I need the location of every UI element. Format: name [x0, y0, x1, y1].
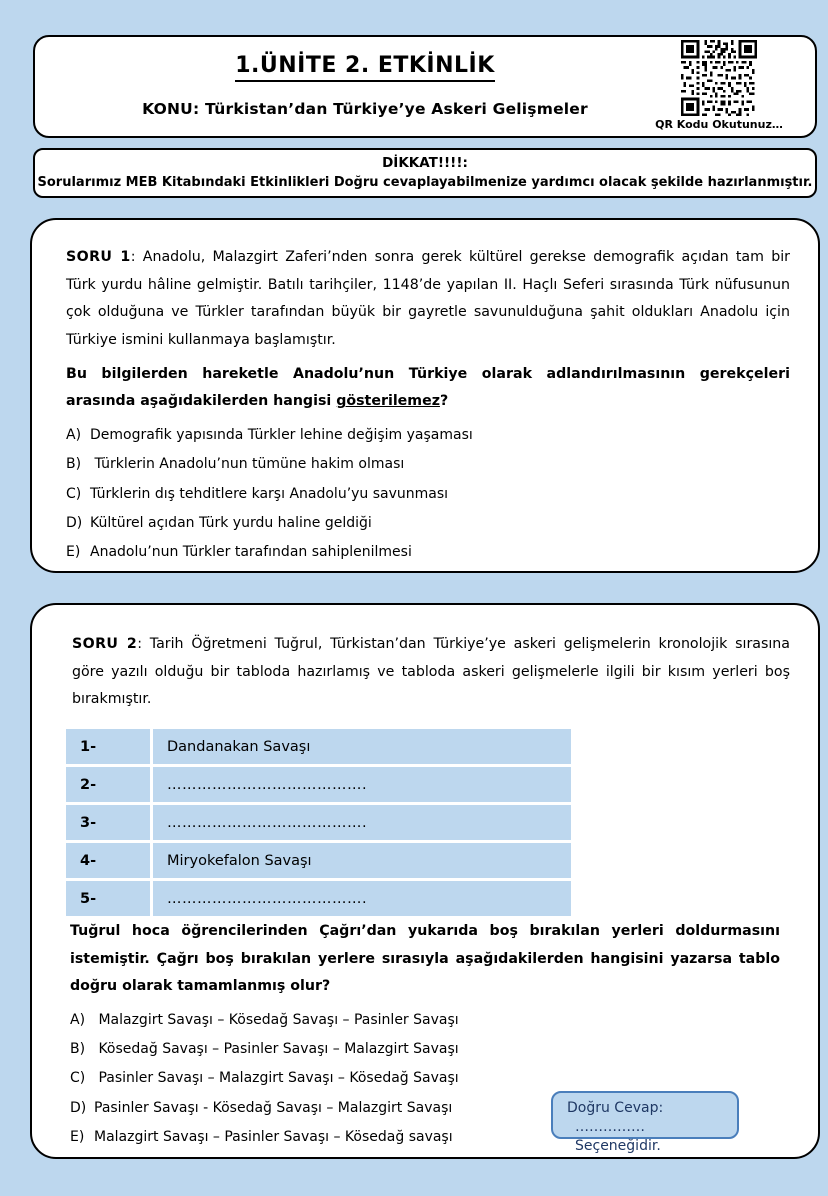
- option-a[interactable]: [66, 426, 790, 444]
- question-1-prompt-part1: Bu bilgilerden hareketle Anadolu’nun Türkiye olarak adlandırılmasının gerekçeleri arasında aşağıdakilerden hangisi: [66, 365, 790, 410]
- header-card: [33, 35, 817, 138]
- option-a-text: Malazgirt Savaşı – Kösedağ Savaşı – Pasinler Savaşı: [94, 1012, 459, 1029]
- option-b-text: Türklerin Anadolu’nun tümüne hakim olması: [90, 456, 405, 473]
- table-row[interactable]: [66, 843, 571, 881]
- option-d-text: Kültürel açıdan Türk yurdu haline geldiği: [90, 514, 372, 531]
- notice-card: [33, 148, 817, 198]
- option-e-text: Malazgirt Savaşı – Pasinler Savaşı – Kösedağ savaşı: [94, 1128, 453, 1145]
- table-row[interactable]: [66, 805, 571, 843]
- page-title: 1.ÜNİTE 2. ETKİNLİK: [235, 53, 495, 82]
- option-b[interactable]: [70, 1040, 780, 1058]
- option-e-key: E): [66, 543, 81, 560]
- notice-title: DİKKAT!!!!:: [382, 155, 468, 171]
- question-2-prompt: Tuğrul hoca öğrencilerinden Çağrı’dan yukarıda boş bırakılan yerleri doldurmasını istemiştir. Çağrı boş bırakılan yerlere sırasıyla aşağıdakilerden hangisini yazarsa tablo doğru olarak tamamlanmış olur?: [70, 923, 780, 995]
- question-2-answer-label: Doğru Cevap:: [567, 1100, 664, 1116]
- qr-code-icon[interactable]: [681, 40, 757, 116]
- table-row-4-number: 4-: [66, 843, 153, 881]
- title-container: [35, 53, 695, 82]
- option-b-key: B): [66, 456, 82, 473]
- qr-caption: QR Kodu Okutunuz…: [655, 118, 783, 131]
- question-2-body: [72, 631, 790, 714]
- option-d-key: D): [66, 514, 83, 531]
- table-row[interactable]: [66, 767, 571, 805]
- option-e-key: E): [70, 1128, 85, 1145]
- question-2-answer-dots: ……………: [575, 1118, 645, 1135]
- question-2-passage: [72, 631, 790, 714]
- question-1-label: SORU 1: [66, 249, 131, 265]
- table-row-4-value: Miryokefalon Savaşı: [153, 843, 571, 881]
- question-2-answer-value: [567, 1118, 725, 1156]
- question-2-answer-box[interactable]: [551, 1091, 739, 1154]
- table-row[interactable]: [66, 729, 571, 767]
- question-2-label-separator: :: [137, 636, 142, 652]
- question-1-label-separator: :: [130, 249, 136, 265]
- option-d-text: Pasinler Savaşı - Kösedağ Savaşı – Malazgirt Savaşı: [94, 1099, 453, 1116]
- option-c-key: C): [66, 485, 82, 502]
- question-2-label: SORU 2: [72, 636, 138, 652]
- table-row-2-value[interactable]: ………………………………….: [153, 767, 571, 805]
- table-row-1-number: 1-: [66, 729, 153, 767]
- table-row[interactable]: [66, 881, 571, 916]
- option-b-text: Kösedağ Savaşı – Pasinler Savaşı – Malazgirt Savaşı: [94, 1041, 459, 1058]
- subject-label: KONU: Türkistan’dan Türkiye’ye Askeri Gelişmeler: [142, 100, 588, 118]
- table-row-1-value: Dandanakan Savaşı: [153, 729, 571, 767]
- option-c[interactable]: [70, 1069, 780, 1087]
- option-b-key: B): [70, 1041, 86, 1058]
- option-b[interactable]: [66, 455, 790, 473]
- question-1-passage: [66, 244, 790, 355]
- question-1-prompt-part2: ?: [439, 393, 449, 410]
- option-a-text: Demografik yapısında Türkler lehine değişim yaşaması: [90, 427, 473, 444]
- option-c-text: Pasinler Savaşı – Malazgirt Savaşı – Kösedağ Savaşı: [94, 1070, 459, 1087]
- question-1-options: [66, 426, 790, 561]
- option-a[interactable]: [70, 1011, 780, 1029]
- chronology-table: [66, 729, 571, 916]
- option-e[interactable]: [66, 543, 790, 561]
- question-2-passage-text: Tarih Öğretmeni Tuğrul, Türkistan’dan Türkiye’ye askeri gelişmelerin kronolojik sırasına göre yazılı olduğu bir tabloda hazırlamış ve tabloda askeri gelişmelerle ilgili bir kısım yerleri boş bırakmıştır.: [72, 636, 790, 708]
- question-1-card: [30, 218, 820, 573]
- option-e-text: Anadolu’nun Türkler tarafından sahiplenilmesi: [90, 543, 412, 560]
- table-row-3-number: 3-: [66, 805, 153, 843]
- question-1-prompt: [66, 361, 790, 416]
- table-row-2-number: 2-: [66, 767, 153, 805]
- question-1-passage-text: Anadolu, Malazgirt Zaferi’nden sonra gerek kültürel gerekse demografik açıdan tam bir Türk yurdu hâline gelmiştir. Batılı tarihçiler, 1148’de yapılan II. Haçlı Seferi sırasında Türk nüfusunun çok olduğuna ve Türkler tarafından büyük bir gayretle savunulduğuna şahit oldukları Anadolu için Türkiye ismini kullanmaya başlamıştır.: [66, 249, 790, 349]
- table-row-3-value[interactable]: ………………………………….: [153, 805, 571, 843]
- question-1-prompt-keyword: gösterilemez: [336, 393, 440, 410]
- table-row-5-value[interactable]: ………………………………….: [153, 881, 571, 916]
- question-1-body: [66, 244, 790, 572]
- qr-block[interactable]: [639, 40, 799, 131]
- option-d[interactable]: [66, 514, 790, 532]
- question-2-answer-suffix: Seçeneğidir.: [575, 1137, 661, 1154]
- option-d-key: D): [70, 1099, 87, 1116]
- table-row-5-number: 5-: [66, 881, 153, 916]
- option-c-key: C): [70, 1070, 86, 1087]
- notice-body: Sorularımız MEB Kitabındaki Etkinlikleri Doğru cevaplayabilmenize yardımcı olacak şekilde hazırlanmıştır.: [37, 174, 813, 190]
- option-a-key: A): [70, 1012, 86, 1029]
- option-a-key: A): [66, 427, 82, 444]
- option-c-text: Türklerin dış tehditlere karşı Anadolu’yu savunması: [90, 485, 449, 502]
- option-c[interactable]: [66, 485, 790, 503]
- subject-container: [35, 99, 695, 118]
